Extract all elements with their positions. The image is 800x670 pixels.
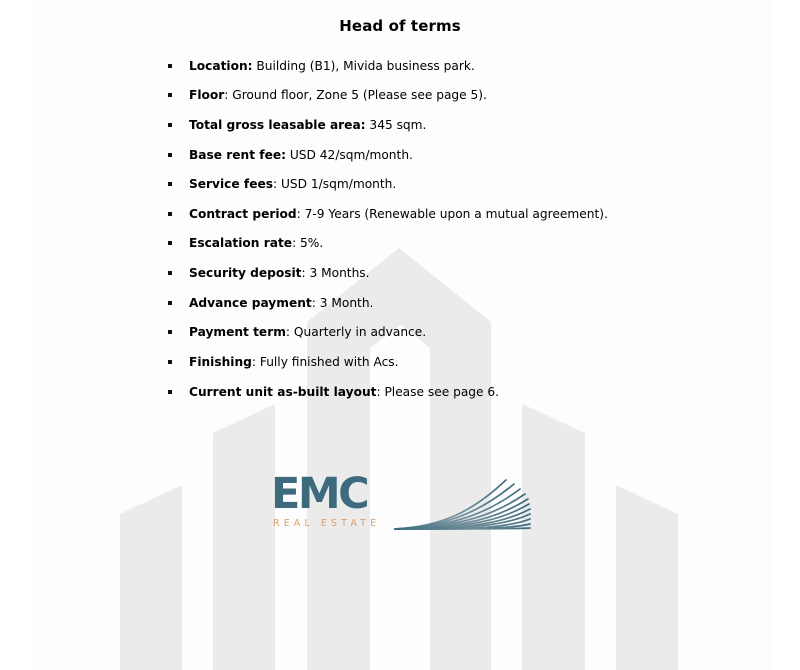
term-separator: :	[273, 177, 278, 191]
bullet-icon	[168, 64, 172, 68]
term-value: 7-9 Years (Renewable upon a mutual agreement).	[300, 207, 608, 221]
term-value: 3 Month.	[315, 296, 374, 310]
bullet-icon	[168, 212, 172, 216]
bullet-icon	[168, 360, 172, 364]
bullet-icon	[168, 271, 172, 275]
bullet-icon	[168, 182, 172, 186]
term-separator: :	[292, 236, 297, 250]
term-value: Ground floor, Zone 5 (Please see page 5).	[228, 88, 487, 102]
bullet-icon	[168, 93, 172, 97]
term-label: Advance payment	[189, 296, 312, 310]
bullet-icon	[168, 153, 172, 157]
term-value: 345 sqm.	[365, 118, 427, 132]
term-separator: :	[296, 207, 301, 221]
term-separator: :	[311, 296, 316, 310]
term-value: Building (B1), Mivida business park.	[252, 59, 475, 73]
term-label: Contract period	[189, 207, 297, 221]
term-label: Total gross leasable area:	[189, 118, 366, 132]
bullet-icon	[168, 390, 172, 394]
term-label: Finishing	[189, 355, 252, 369]
bullet-icon	[168, 330, 172, 334]
term-label: Base rent fee:	[189, 148, 287, 162]
bullet-icon	[168, 241, 172, 245]
term-label: Service fees	[189, 177, 273, 191]
term-value: 5%.	[296, 236, 324, 250]
term-separator: :	[301, 266, 306, 280]
bullet-icon	[168, 123, 172, 127]
term-separator: :	[224, 88, 229, 102]
bullet-icon	[168, 301, 172, 305]
term-separator: :	[251, 355, 256, 369]
term-value: Quarterly in advance.	[290, 325, 427, 339]
term-label: Floor	[189, 88, 225, 102]
term-label: Location:	[189, 59, 253, 73]
term-separator: :	[285, 325, 291, 339]
term-label: Payment term	[189, 325, 286, 339]
page-title: Head of terms	[339, 17, 461, 35]
term-separator: :	[376, 385, 381, 399]
term-value: 3 Months.	[305, 266, 370, 280]
term-value: Fully finished with Acs.	[255, 355, 399, 369]
term-value: Please see page 6.	[380, 385, 500, 399]
term-label: Security deposit	[189, 266, 302, 280]
building-swoosh-icon	[270, 474, 540, 536]
logo-wordmark: EMC	[271, 469, 368, 519]
emc-real-estate-logo	[270, 469, 540, 536]
logo-tagline: REAL ESTATE	[273, 518, 381, 529]
term-value: USD 1/sqm/month.	[277, 177, 397, 191]
term-label: Escalation rate	[189, 236, 293, 250]
term-value: USD 42/sqm/month.	[286, 148, 413, 162]
term-label: Current unit as-built layout	[189, 385, 377, 399]
